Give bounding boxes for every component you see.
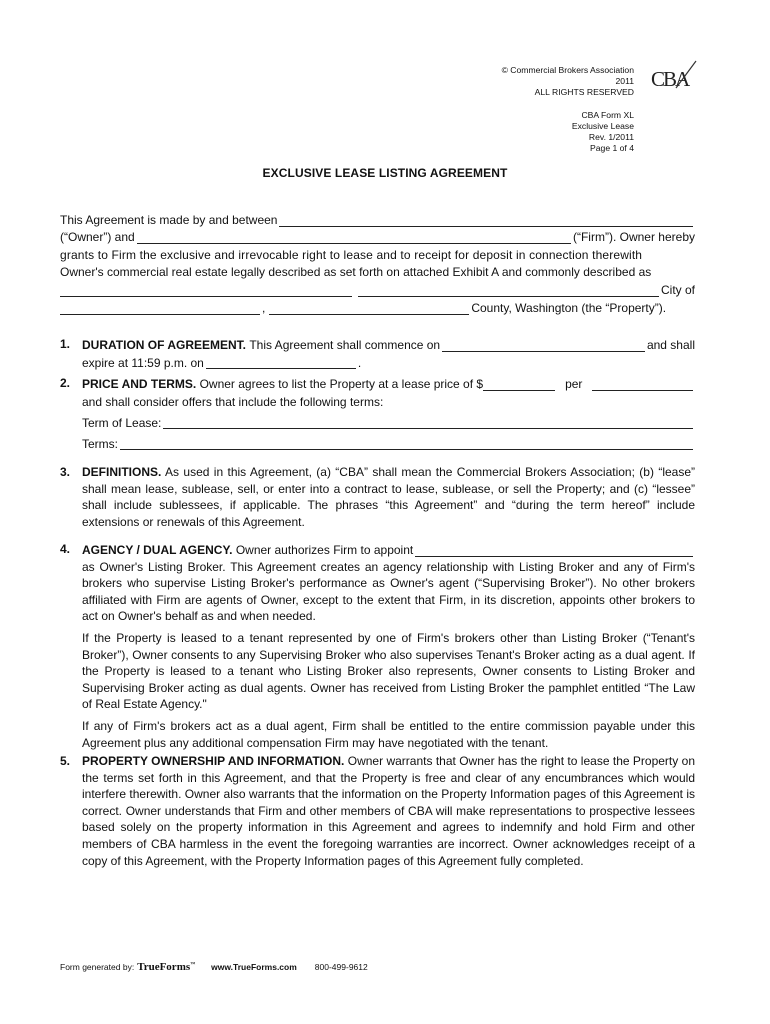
section-number: 5. — [60, 754, 71, 768]
phone-number: 800-499-9612 — [314, 962, 368, 972]
term-of-lease-field[interactable] — [163, 416, 693, 429]
definitions-text: As used in this Agreement, (a) “CBA” shall mean the Commercial Brokers Association; (b) “lease” shall mean lease, sublease, sell, or enter into a contract to lease, sublease, or sell the Property; and (c) “lessee” shall include sublessees, if applicable. The phrases “this Agreement” and “during the term hereof” include extensions or renewals of this Agreement. — [82, 465, 696, 529]
form-revision: Rev. 1/2011 — [588, 132, 634, 142]
form-type: Exclusive Lease — [571, 121, 634, 131]
period: . — [357, 355, 362, 370]
checkmark-icon — [650, 58, 698, 92]
intro-line-4: Owner's commercial real estate legally described as set forth on attached Exhibit A and commonly described as — [60, 265, 652, 280]
intro-paragraph — [60, 211, 695, 317]
section-heading: PRICE AND TERMS. — [82, 377, 197, 391]
and-shall-text: and shall — [646, 338, 695, 352]
agency-paragraph-3: If any of Firm's brokers act as a dual agent, Firm shall be entitled to the entire commission payable under this Agreement plus any additional compensation Firm may have negotiated with the tenant. — [82, 718, 695, 750]
intro-owner-label: (“Owner”) and — [60, 230, 135, 245]
commence-date-field[interactable] — [442, 339, 645, 352]
intro-line-3: grants to Firm the exclusive and irrevocable right to lease and to receipt for deposit in connection therewith — [60, 247, 643, 262]
county-label: County, Washington (the “Property”). — [471, 300, 667, 315]
term-of-lease-label: Term of Lease: — [82, 415, 162, 430]
section-heading: DEFINITIONS. — [82, 465, 162, 479]
section-price-terms — [60, 375, 695, 452]
section-number: 3. — [60, 465, 71, 479]
intro-firm-label: (“Firm”). Owner hereby — [572, 230, 695, 245]
section-definitions — [60, 464, 695, 535]
section-heading: AGENCY / DUAL AGENCY. — [82, 543, 233, 557]
city-field[interactable] — [60, 302, 260, 315]
copyright-line: © Commercial Brokers Association — [501, 65, 634, 75]
section-heading: DURATION OF AGREEMENT. — [82, 338, 246, 352]
generated-by-label: Form generated by: — [60, 962, 135, 972]
section-duration — [60, 336, 695, 371]
expire-date-field[interactable] — [206, 356, 356, 369]
intro-line-1: This Agreement is made by and between — [60, 212, 278, 227]
document-title: EXCLUSIVE LEASE LISTING AGREEMENT — [262, 166, 508, 180]
city-label: City of — [660, 282, 695, 297]
lease-price-field[interactable] — [483, 378, 555, 391]
agency-paragraph-2: If the Property is leased to a tenant represented by one of Firm's brokers other than Listing Broker (“Tenant's Broker”), Owner consents to any Supervising Broker who also supervises Tenant's Broker acting as a dual agent. If the Property is leased to a tenant who Listing Broker also represents, Owner consents to Listing Broker and Supervising Broker acting as dual agents. Owner has received from Listing Broker the pamphlet entitled “The Law of Real Estate Agency." — [82, 630, 695, 712]
expire-text: expire at 11:59 p.m. on — [82, 355, 204, 370]
cba-logo-text: CBA — [651, 67, 689, 91]
copyright-year: 2011 — [615, 76, 634, 86]
footer — [60, 961, 368, 973]
appoint-text: Owner authorizes Firm to appoint — [235, 543, 414, 557]
consider-text: and shall consider offers that include the following terms: — [82, 394, 384, 409]
rights-line: ALL RIGHTS RESERVED — [534, 87, 634, 97]
party-name-field[interactable] — [279, 214, 693, 227]
commence-text: This Agreement shall commence on — [249, 338, 441, 352]
form-name: CBA Form XL — [581, 110, 634, 120]
copyright-block — [502, 65, 634, 98]
address-line-2-field[interactable] — [358, 284, 659, 297]
lease-price-text: Owner agrees to list the Property at a lease price of $ — [199, 377, 484, 391]
listing-broker-field[interactable] — [415, 544, 693, 557]
section-number: 2. — [60, 376, 71, 390]
page-number: Page 1 of 4 — [590, 143, 634, 153]
firm-name-field[interactable] — [137, 231, 571, 244]
address-field[interactable] — [60, 284, 352, 297]
section-heading: PROPERTY OWNERSHIP AND INFORMATION. — [82, 754, 345, 768]
county-field[interactable] — [269, 302, 469, 315]
section-property-ownership — [60, 753, 695, 874]
ownership-text: Owner warrants that Owner has the right to lease the Property on the terms set forth in this Agreement, and that the Property is free and clear of any encumbrances which would interfere therewith. Owner also warrants that the information on the Property Information pages of this Agreement is correct. Owner understands that Firm and other members of CBA will make representations to prospective lessees based solely on the property information in this Agreement and agrees to indemnify and hold Firm and other members of CBA harmless in the event the foregoing warranties are incorrect. Owner acknowledges receipt of a copy of this Agreement, with the Property Information pages of this Agreement fully completed. — [82, 754, 695, 868]
form-info-block — [572, 110, 634, 154]
agency-paragraph-1: as Owner's Listing Broker. This Agreement creates an agency relationship with Listing Broker and any of Firm's brokers who supervise Listing Broker's performance as Owner's agent (“Supervising Broker”). No other brokers affiliated with Firm are agents of Owner, except to the extent that Firm, in its discretion, appoints other brokers to act on Owner's behalf as and when needed. — [82, 559, 695, 624]
section-agency — [60, 541, 695, 756]
trueforms-link[interactable]: www.TrueForms.com — [211, 962, 297, 972]
trueforms-brand: TrueForms™ — [137, 961, 196, 973]
cba-logo — [650, 58, 698, 92]
city-comma: , — [262, 300, 266, 315]
section-number: 4. — [60, 542, 71, 556]
terms-field[interactable] — [120, 437, 693, 450]
per-text: per — [565, 377, 583, 391]
price-unit-field[interactable] — [592, 378, 693, 391]
terms-label: Terms: — [82, 436, 118, 451]
section-number: 1. — [60, 337, 71, 351]
